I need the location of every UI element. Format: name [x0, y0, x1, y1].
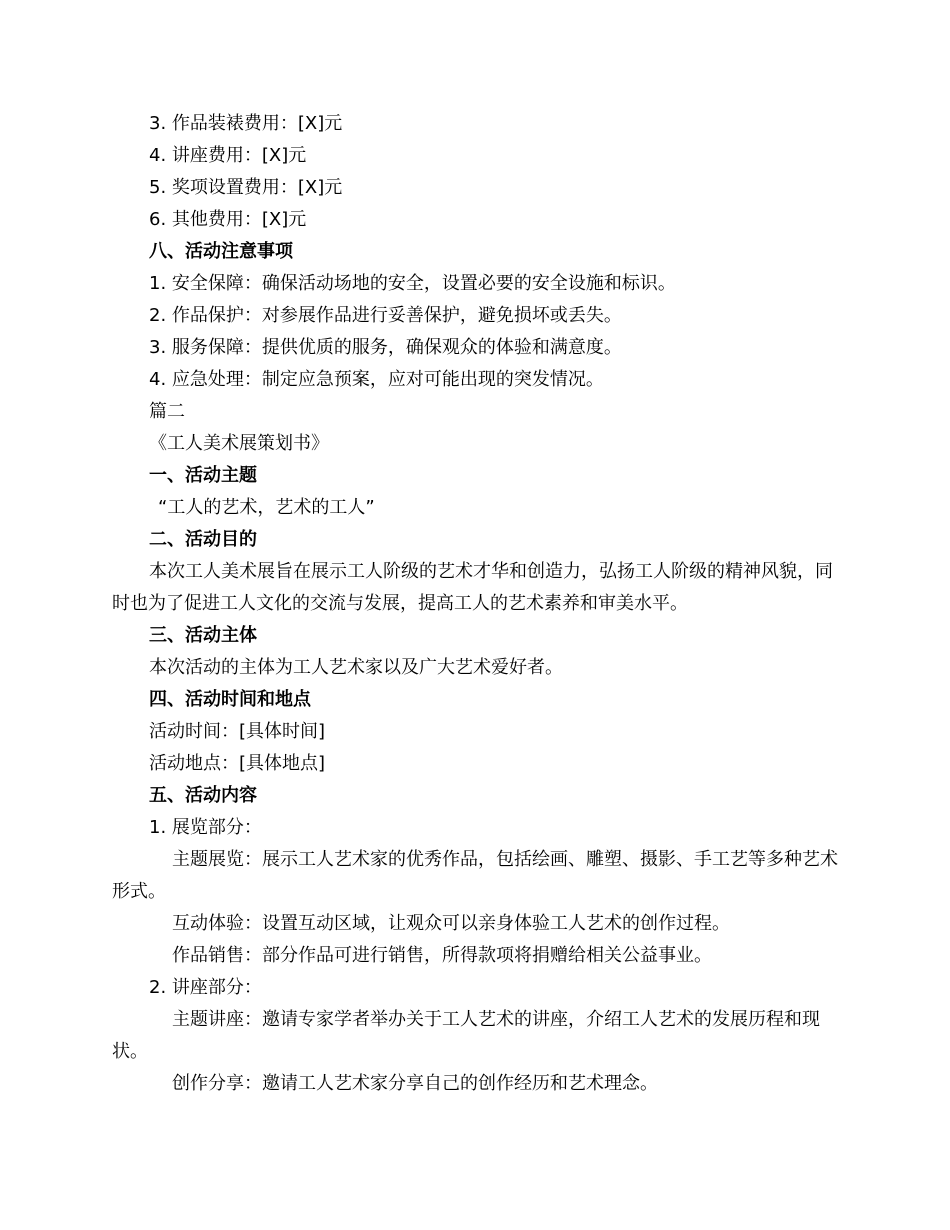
- subject-text: 本次活动的主体为工人艺术家以及广大艺术爱好者。: [149, 657, 563, 678]
- lecture-item: 主题讲座：邀请专家学者举办关于工人艺术的讲座，介绍工人艺术的发展历程和现状。: [112, 1009, 820, 1062]
- theme-text: “工人的艺术，艺术的工人”: [158, 497, 375, 518]
- exhibit-item: 主题展览：展示工人艺术家的优秀作品，包括绘画、雕塑、摄影、手工艺等多种艺术形式。: [112, 849, 838, 902]
- section-heading-time-place: 四、活动时间和地点: [149, 689, 311, 710]
- document-title: 《工人美术展策划书》: [149, 433, 329, 454]
- budget-item: 5. 奖项设置费用：[X]元: [149, 177, 343, 198]
- budget-item: 4. 讲座费用：[X]元: [149, 145, 307, 166]
- activity-place: 活动地点：[具体地点]: [149, 753, 326, 774]
- exhibit-label: 1. 展览部分：: [149, 817, 262, 838]
- exhibit-item: 互动体验：设置互动区域，让观众可以亲身体验工人艺术的创作过程。: [172, 913, 730, 934]
- lecture-item: 创作分享：邀请工人艺术家分享自己的创作经历和艺术理念。: [172, 1073, 658, 1094]
- notes-item: 4. 应急处理：制定应急预案，应对可能出现的突发情况。: [149, 369, 604, 390]
- lecture-label: 2. 讲座部分：: [149, 977, 262, 998]
- purpose-paragraph: 本次工人美术展旨在展示工人阶级的艺术才华和创造力，弘扬工人阶级的精神风貌，同时也为了促进工人文化的交流与发展，提高工人的艺术素养和审美水平。: [112, 561, 833, 614]
- notes-item: 1. 安全保障：确保活动场地的安全，设置必要的安全设施和标识。: [149, 273, 676, 294]
- budget-item: 6. 其他费用：[X]元: [149, 209, 307, 230]
- notes-item: 2. 作品保护：对参展作品进行妥善保护，避免损坏或丢失。: [149, 305, 622, 326]
- section-heading-notes: 八、活动注意事项: [149, 241, 293, 262]
- section-heading-content: 五、活动内容: [149, 785, 257, 806]
- notes-item: 3. 服务保障：提供优质的服务，确保观众的体验和满意度。: [149, 337, 622, 358]
- budget-item: 3. 作品装裱费用：[X]元: [149, 113, 343, 134]
- section-heading-subject: 三、活动主体: [149, 625, 257, 646]
- document-body: [112, 108, 838, 1100]
- section-heading-purpose: 二、活动目的: [149, 529, 257, 550]
- part-label: 篇二: [149, 401, 185, 422]
- activity-time: 活动时间：[具体时间]: [149, 721, 326, 742]
- exhibit-item: 作品销售：部分作品可进行销售，所得款项将捐赠给相关公益事业。: [172, 945, 712, 966]
- section-heading-theme: 一、活动主题: [149, 465, 257, 486]
